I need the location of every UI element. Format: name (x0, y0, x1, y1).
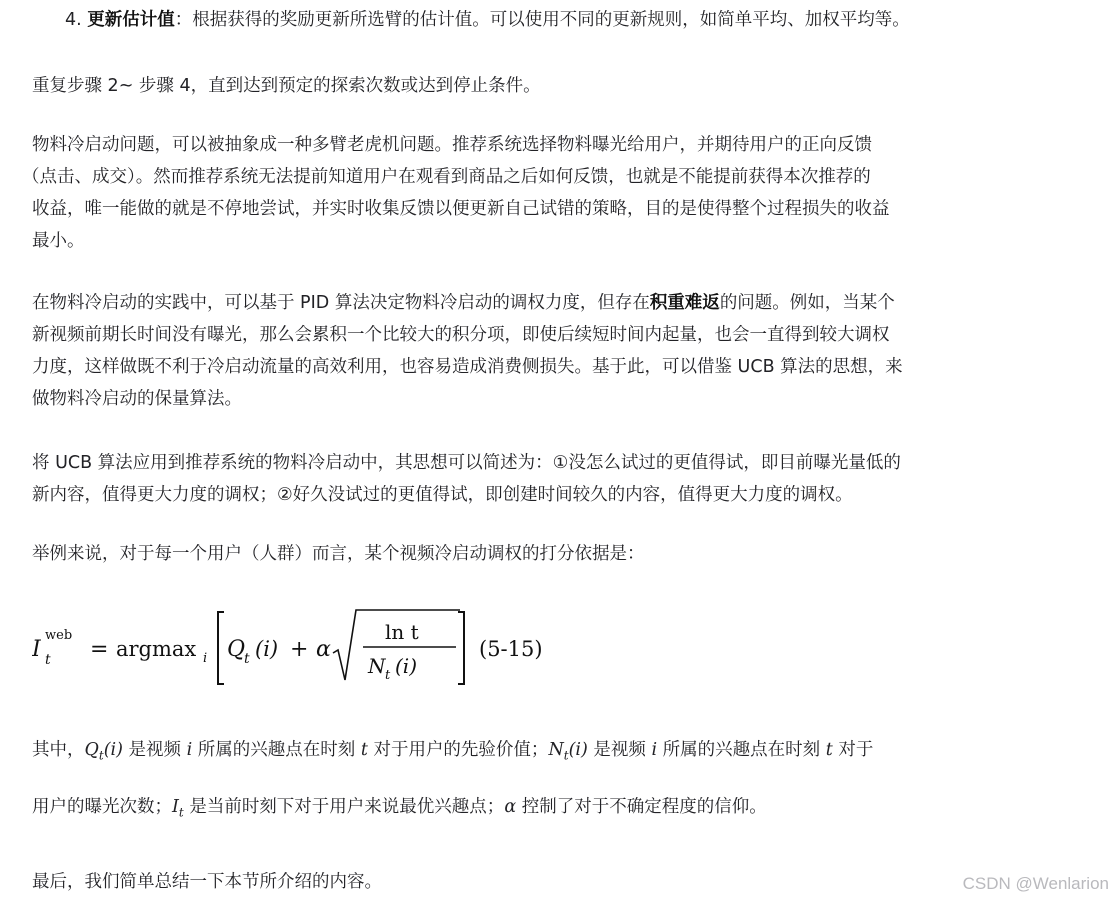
cold-start-paragraph (22, 129, 1104, 257)
where-q-arg: (i) (103, 740, 123, 760)
formula-q-arg: (i) (255, 637, 279, 661)
where-text: 用户的曝光次数； (32, 797, 172, 817)
formula-left-bracket (218, 612, 224, 684)
pid-line: 力度，这样做既不利于冷启动流量的高效利用，也容易造成消费侧损失。基于此，可以借鉴 UCB 算法的思想，来 (32, 357, 903, 377)
pid-line: 做物料冷启动的保量算法。 (32, 389, 242, 409)
formula-alpha: α (316, 637, 331, 662)
where-t-symbol: t (360, 740, 368, 760)
cold-start-line: 最小。 (32, 231, 85, 251)
where-it-sub: t (178, 805, 184, 820)
formula-lhs-sub: t (45, 652, 51, 668)
where-i-symbol: i (651, 740, 658, 760)
pid-line: 新视频前期长时间没有曝光，那么会累积一个比较大的积分项，即使后续短时间内起量，也会一直得到较大调权 (32, 325, 890, 345)
cold-start-line: 收益，唯一能做的就是不停地尝试，并实时收集反馈以便更新自己试错的策略，目的是使得整个过程损失的收益 (32, 199, 890, 219)
formula-operator-sub: i (203, 651, 208, 666)
where-alpha-symbol: α (504, 797, 517, 817)
where-line-1 (32, 734, 1104, 772)
where-n-arg: (i) (568, 740, 588, 760)
pid-bold-term: 积重难返 (649, 293, 720, 313)
where-it-symbol: I (172, 797, 179, 817)
step-4-paragraph (65, 4, 1113, 36)
formula-lhs: I (32, 637, 41, 662)
ucb-line: 将 UCB 算法应用到推荐系统的物料冷启动中，其思想可以简述为：①没怎么试过的更值得试，即目前曝光量低的 (32, 453, 901, 473)
where-q-symbol: Q (84, 740, 99, 760)
where-text: 其中， (32, 740, 85, 760)
formula-equation-number: (5-15) (479, 637, 543, 661)
where-text: 对于用户的先验价值； (367, 740, 549, 760)
where-text: 所属的兴趣点在时刻 (192, 740, 361, 760)
formula-equals: = (90, 637, 109, 662)
summary-paragraph: 最后，我们简单总结一下本节所介绍的内容。 (32, 872, 382, 892)
step-title: 更新估计值 (87, 10, 175, 30)
ucb-line: 新内容，值得更大力度的调权；②好久没试过的更值得试，即创建时间较久的内容，值得更大力度的调权。 (32, 485, 853, 505)
watermark: CSDN @Wenlarion (962, 874, 1109, 893)
formula-operator: argmax (116, 637, 197, 661)
where-i-symbol: i (186, 740, 193, 760)
formula-lhs-sup: web (45, 628, 73, 643)
repeat-paragraph: 重复步骤 2~ 步骤 4，直到达到预定的探索次数或达到停止条件。 (32, 76, 541, 96)
where-line-2 (32, 791, 1104, 829)
formula-numerator: ln t (385, 620, 419, 644)
formula-den-arg: (i) (395, 654, 418, 678)
where-text: 所属的兴趣点在时刻 (657, 740, 826, 760)
where-n-symbol: N (548, 740, 564, 760)
example-paragraph: 举例来说，对于每一个用户（人群）而言，某个视频冷启动调权的打分依据是： (32, 544, 645, 564)
pid-paragraph (32, 287, 1104, 415)
where-n-sub: t (563, 748, 569, 763)
pid-line-text: 在物料冷启动的实践中，可以基于 PID 算法决定物料冷启动的调权力度，但存在 (32, 293, 650, 313)
step-text: ：根据获得的奖励更新所选臂的估计值。可以使用不同的更新规则，如简单平均、加权平均等。 (174, 10, 910, 30)
cold-start-line: （点击、成交）。然而推荐系统无法提前知道用户在观看到商品之后如何反馈，也就是不能提前获得本次推荐的 (22, 167, 871, 187)
formula-q: Q (227, 637, 246, 662)
ucb-paragraph (32, 447, 1104, 511)
where-text: 对于 (832, 740, 874, 760)
formula-den-n: N (368, 654, 386, 678)
formula-q-sub: t (244, 651, 250, 667)
where-text: 是视频 (122, 740, 187, 760)
pid-line (32, 287, 1104, 319)
step-number: 4. (65, 10, 82, 30)
where-q-sub: t (98, 748, 104, 763)
formula-den-sub: t (385, 668, 391, 683)
cold-start-line: 物料冷启动问题，可以被抽象成一种多臂老虎机问题。推荐系统选择物料曝光给用户，并期待用户的正向反馈 (32, 135, 872, 155)
where-text: 控制了对于不确定程度的信仰。 (516, 797, 767, 817)
where-text: 是当前时刻下对于用户来说最优兴趣点； (183, 797, 505, 817)
formula-plus: + (290, 637, 309, 662)
where-text: 是视频 (587, 740, 652, 760)
formula-right-bracket (458, 612, 464, 684)
pid-line-text: 的问题。例如，当某个 (719, 293, 895, 313)
where-t-symbol: t (825, 740, 833, 760)
ucb-formula (32, 606, 732, 690)
